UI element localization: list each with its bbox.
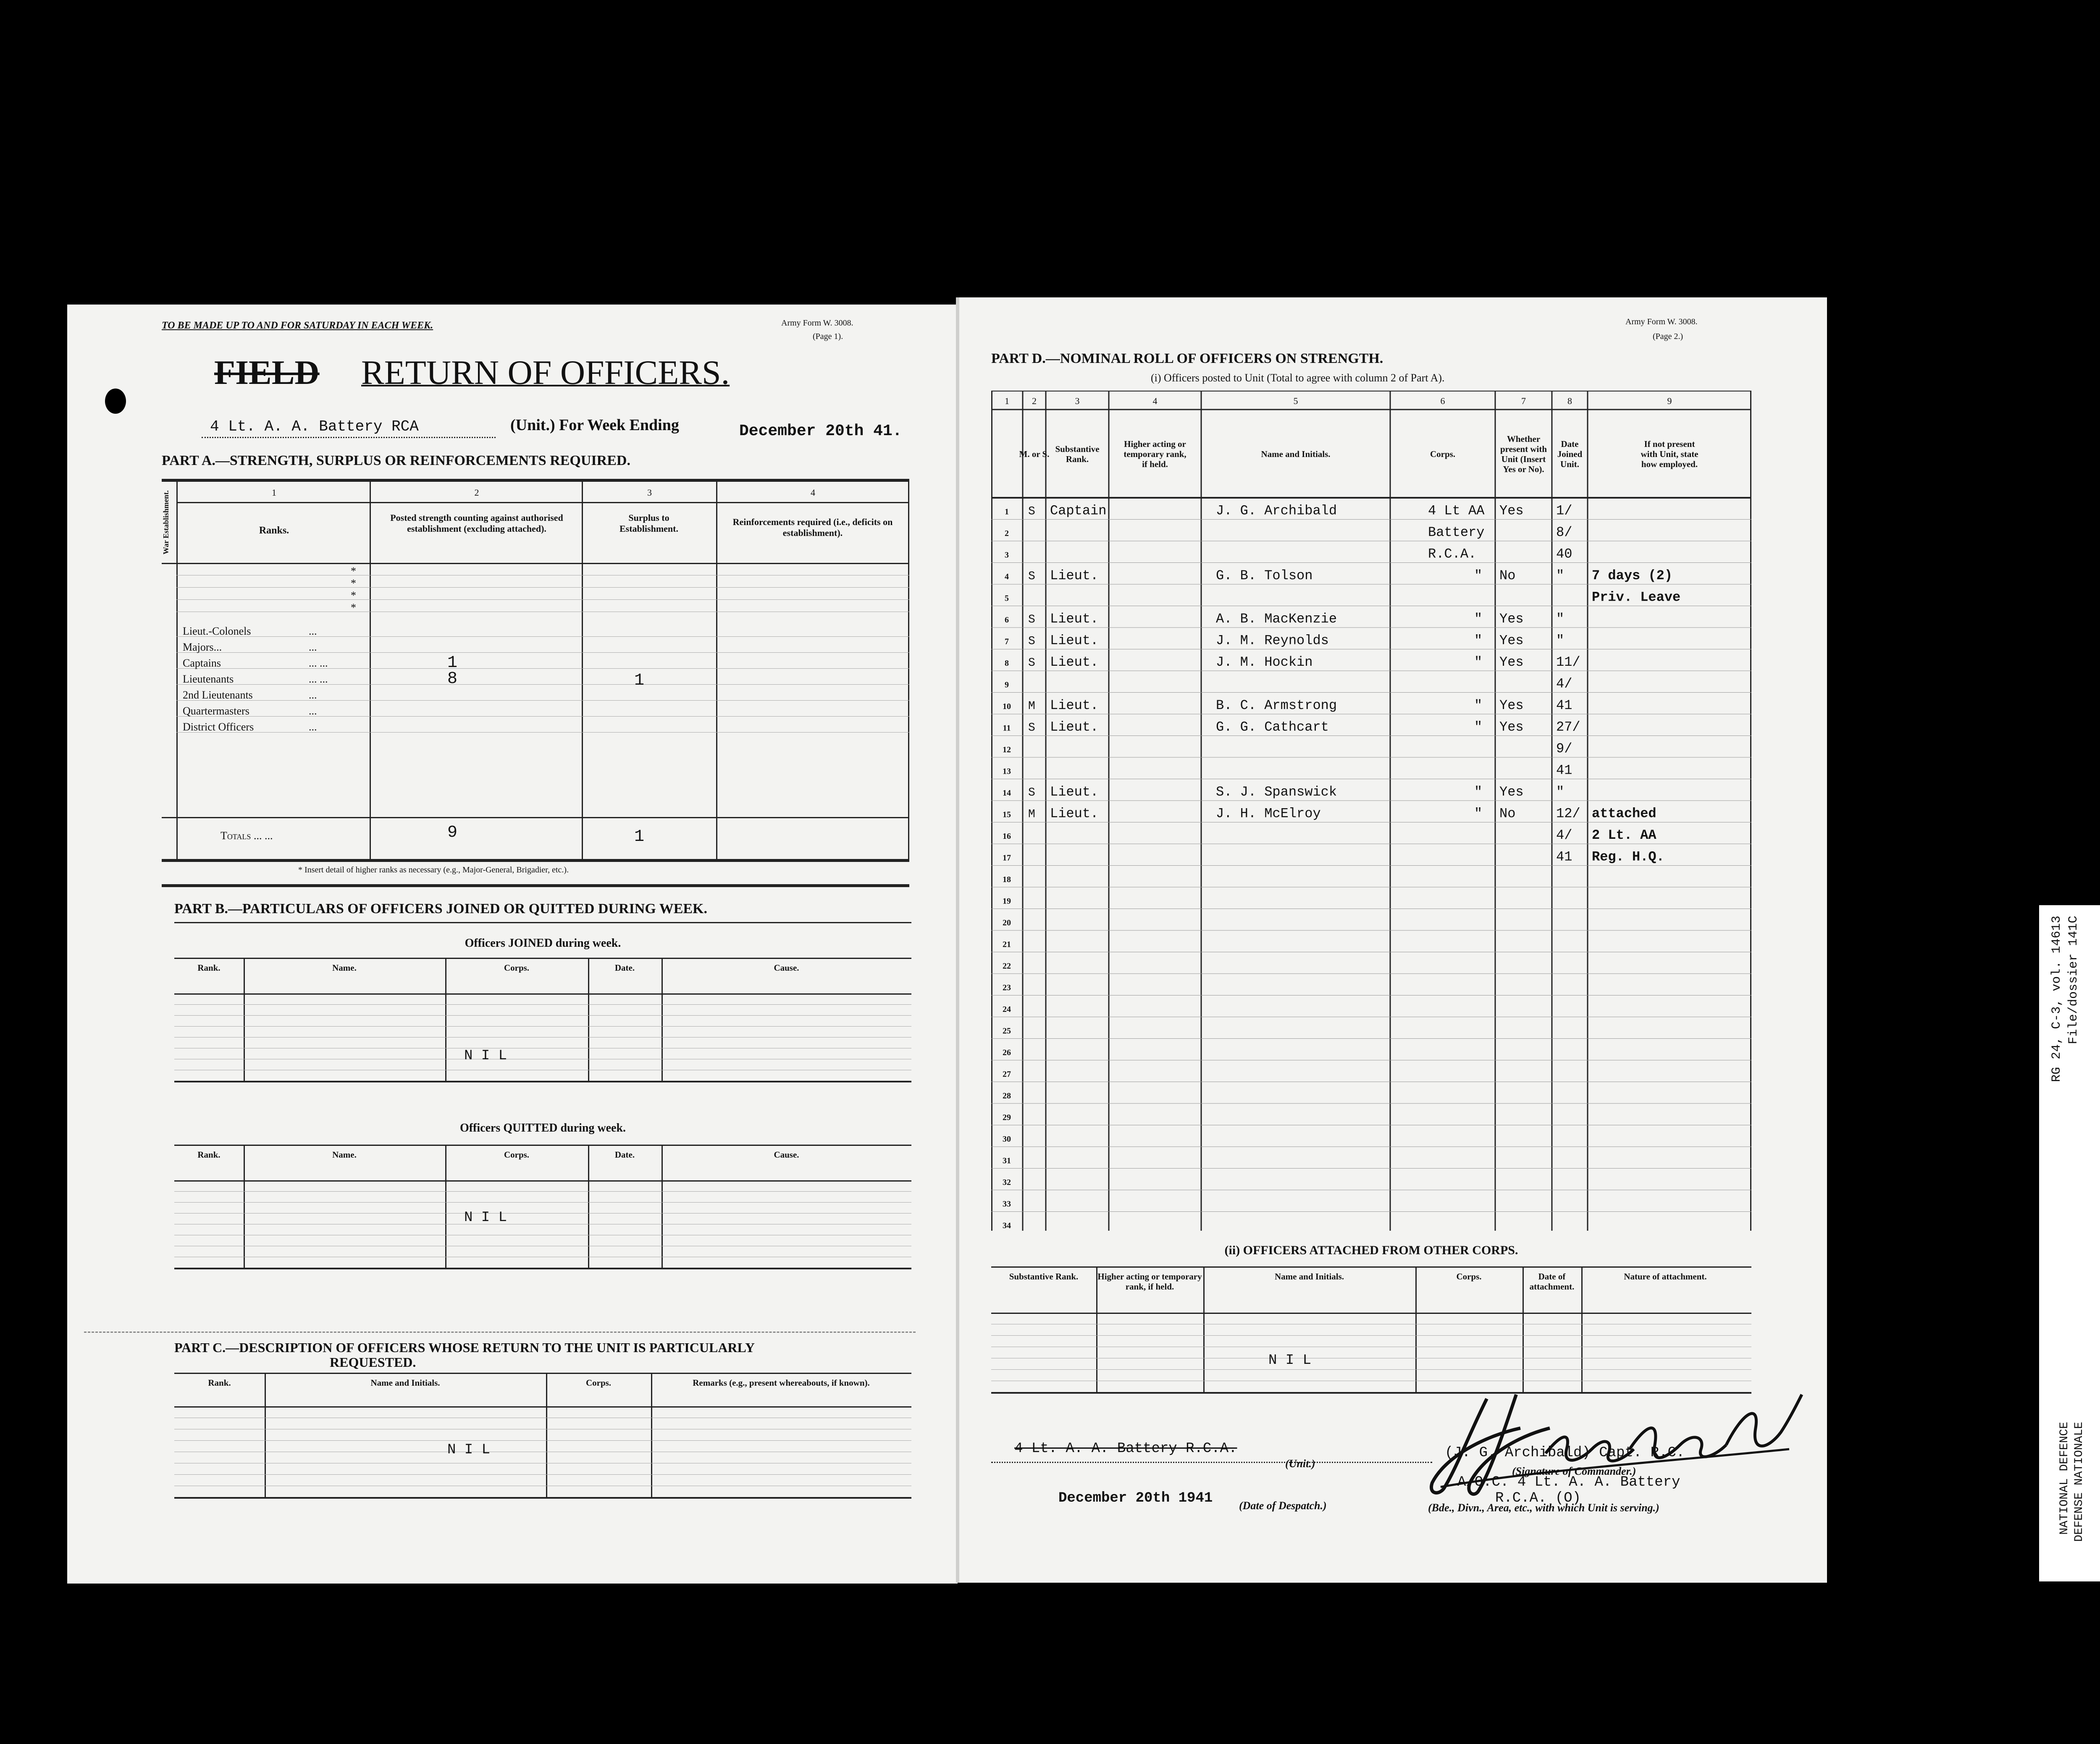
footer-unit-label: (Unit.) (1285, 1458, 1315, 1470)
rank-value: Lieut. (1050, 806, 1099, 822)
column-header: Corps. (504, 963, 530, 973)
col-num: 2 (474, 487, 479, 498)
row-number: 33 (1003, 1199, 1011, 1209)
column-header: Name and Initials. (1274, 1271, 1344, 1282)
column-header: Cause. (774, 1150, 799, 1160)
surplus-header: Surplus to Establishment. (620, 512, 678, 534)
ruled-line (174, 1440, 911, 1441)
quitted-table (174, 1145, 911, 1264)
part-b-heading: PART B.—PARTICULARS OF OFFICERS JOINED OR QUITTED DURING WEEK. (174, 901, 707, 917)
corps-value: Battery (1428, 525, 1485, 540)
name-value: G. G. Cathcart (1216, 719, 1329, 735)
rank-label: Lieut.-Colonels (183, 625, 251, 637)
ms-value: S (1028, 786, 1035, 799)
typed-signature: (J. G. Archibald) Capt. R.C. (1445, 1445, 1685, 1461)
absent-value: attached (1592, 806, 1656, 822)
row-number: 23 (1003, 983, 1011, 993)
row-number: 19 (1003, 896, 1011, 906)
star-marker: * (351, 601, 356, 614)
rank-label: Lieutenants (183, 673, 234, 685)
handwritten-signature (1411, 1386, 1810, 1504)
column-header: if held. (1142, 459, 1168, 469)
row-number: 6 (1005, 615, 1009, 625)
rank-dots: ... (309, 689, 317, 701)
column-divider (662, 1145, 663, 1268)
attached-table (991, 1266, 1751, 1392)
column-header: Rank. (1066, 454, 1089, 464)
rank-label: Majors... (183, 641, 222, 653)
column-divider (265, 1373, 266, 1497)
star-marker: * (351, 577, 356, 589)
present-value: No (1499, 568, 1516, 583)
corps-value: " (1474, 784, 1483, 800)
present-value: Yes (1499, 654, 1524, 670)
column-header: Corps. (504, 1150, 530, 1160)
rank-value: Lieut. (1050, 784, 1099, 800)
bde-label: (Bde., Divn., Area, etc., with which Unit is serving.) (1428, 1502, 1659, 1514)
ruled-line (176, 636, 909, 637)
ranks-header: Ranks. (259, 525, 289, 536)
ruled-line (991, 1369, 1751, 1370)
unit-label: (Unit.) For Week Ending (510, 416, 679, 434)
ruled-line (991, 1335, 1751, 1336)
row-number: 25 (1003, 1026, 1011, 1036)
despatch-date: December 20th 1941 (1058, 1490, 1213, 1506)
column-divider (1581, 1266, 1583, 1392)
column-header: Corps. (1456, 1271, 1482, 1282)
table-top-rule (174, 958, 911, 959)
column-header: Substantive (1055, 444, 1100, 454)
joined-value: 27/ (1556, 719, 1580, 735)
column-divider (244, 958, 245, 1081)
column-header: Name and Initials. (1261, 449, 1331, 459)
column-header: Date (1561, 439, 1579, 449)
present-value: Yes (1499, 719, 1524, 735)
table-bottom-rule (174, 1497, 911, 1499)
ruled-line (174, 1202, 911, 1203)
row-number: 29 (1003, 1113, 1011, 1122)
present-value: No (1499, 806, 1516, 822)
nil-entry: N I L (447, 1442, 491, 1458)
column-divider (588, 958, 589, 1081)
header-rule (174, 1406, 911, 1408)
row-number: 3 (1005, 550, 1009, 560)
star-marker: * (351, 565, 356, 577)
column-header: Higher acting or (1124, 439, 1186, 449)
rank-value: Lieut. (1050, 568, 1099, 583)
header-rule (174, 993, 911, 995)
row-number: 20 (1003, 918, 1011, 927)
column-number: 6 (1440, 396, 1445, 406)
rank-label: Quartermasters (183, 705, 249, 717)
ruled-line (174, 1015, 911, 1016)
row-number: 31 (1003, 1156, 1011, 1166)
nil-entry: N I L (1268, 1353, 1312, 1368)
joined-value: 11/ (1556, 654, 1580, 670)
column-number: 1 (1005, 396, 1009, 406)
totals-surplus: 1 (634, 827, 645, 846)
column-header: If not present (1644, 439, 1695, 449)
totals-label: Totals ... ... (220, 830, 273, 842)
ruled-line (176, 732, 909, 733)
column-header: Date of attachment. (1529, 1271, 1575, 1292)
row-number: 24 (1003, 1005, 1011, 1014)
ms-value: M (1028, 700, 1035, 713)
joined-value: 9/ (1556, 741, 1572, 756)
row-number: 30 (1003, 1135, 1011, 1144)
corps-value: " (1474, 611, 1483, 627)
nominal-roll-table (991, 391, 1751, 1231)
col-num: 1 (272, 487, 276, 498)
ruled-line (176, 716, 909, 717)
signature-label: (Signature of Commander.) (1512, 1465, 1636, 1477)
form-title: RETURN OF OFFICERS. (361, 353, 730, 391)
column-number: 3 (1075, 396, 1080, 406)
name-value: A. B. MacKenzie (1216, 611, 1337, 627)
table-bottom-rule (174, 1268, 911, 1269)
row-number: 22 (1003, 961, 1011, 971)
column-header: Whether (1507, 434, 1541, 444)
column-header: Joined (1557, 449, 1583, 459)
posted-value: 8 (447, 670, 458, 688)
row-number: 27 (1003, 1069, 1011, 1079)
rank-value: Lieut. (1050, 698, 1099, 713)
column-header: Substantive Rank. (1009, 1271, 1079, 1282)
column-number: 2 (1032, 396, 1037, 406)
column-header: how employed. (1641, 459, 1698, 469)
joined-title: Officers JOINED during week. (465, 937, 621, 950)
ruled-line (174, 1191, 911, 1192)
row-number: 18 (1003, 875, 1011, 884)
column-header: present with (1500, 444, 1547, 454)
joined-value: " (1556, 633, 1564, 649)
row-number: 10 (1003, 702, 1011, 711)
column-header: Corps. (1430, 449, 1456, 459)
war-establishment-header: War Establishment. (162, 490, 170, 554)
joined-value: 4/ (1556, 676, 1572, 692)
corps-value: " (1474, 806, 1483, 822)
part-c-heading-2: REQUESTED. (330, 1355, 416, 1370)
part-d-subheading: (i) Officers posted to Unit (Total to agree with column 2 of Part A). (1151, 372, 1445, 384)
column-divider (445, 1145, 446, 1268)
archive-ref-2: File/dossier 141C (2066, 916, 2081, 1045)
column-header: M. or S. (1019, 449, 1050, 459)
absent-value: Priv. Leave (1592, 589, 1681, 605)
name-value: J. M. Reynolds (1216, 633, 1329, 649)
row-number: 5 (1005, 594, 1009, 603)
ruled-line (176, 700, 909, 701)
column-header: Rank. (197, 1150, 220, 1160)
totals-posted: 9 (447, 823, 458, 842)
table-top-rule (991, 1266, 1751, 1268)
column-header: Yes or No). (1503, 464, 1544, 474)
column-header: Unit (Insert (1501, 454, 1546, 464)
row-number: 26 (1003, 1048, 1011, 1057)
instruction-line: TO BE MADE UP TO AND FOR SATURDAY IN EACH WEEK. (162, 320, 433, 331)
rank-dots: ... ... (309, 657, 328, 669)
present-value: Yes (1499, 784, 1524, 800)
absent-value: 2 Lt. AA (1592, 827, 1656, 843)
joined-value: 41 (1556, 849, 1572, 865)
quitted-title: Officers QUITTED during week. (459, 1122, 626, 1135)
column-divider (445, 958, 446, 1081)
column-number: 9 (1667, 396, 1672, 406)
footer-unit: 4 Lt. A. A. Battery R.C.A. (1014, 1441, 1237, 1457)
ruled-line (176, 599, 909, 600)
col-num: 3 (647, 487, 652, 498)
column-header: Corps. (585, 1378, 612, 1388)
row-number: 1 (1005, 507, 1009, 517)
row-number: 34 (1003, 1221, 1011, 1230)
corps-value: " (1474, 719, 1483, 735)
col-num: 4 (811, 487, 815, 498)
column-header: Cause. (774, 963, 799, 973)
column-divider (588, 1145, 589, 1268)
ms-value: S (1028, 657, 1035, 670)
part-c-table (174, 1373, 911, 1499)
name-value: J. H. McElroy (1216, 806, 1321, 822)
header-rule (991, 1313, 1751, 1314)
surplus-value: 1 (634, 671, 645, 690)
column-header: Rank. (197, 963, 220, 973)
row-number: 17 (1003, 853, 1011, 863)
rank-value: Lieut. (1050, 719, 1099, 735)
row-number: 16 (1003, 832, 1011, 841)
ms-value: S (1028, 570, 1035, 583)
row-number: 4 (1005, 572, 1009, 581)
name-value: S. J. Spanswick (1216, 784, 1337, 800)
name-value: B. C. Armstrong (1216, 698, 1337, 713)
ms-value: S (1028, 613, 1035, 626)
row-number: 14 (1003, 788, 1011, 798)
column-header: Date. (614, 1150, 635, 1160)
column-header: Nature of attachment. (1624, 1271, 1707, 1282)
present-value: Yes (1499, 503, 1524, 519)
column-divider (1415, 1266, 1417, 1392)
row-number: 2 (1005, 529, 1009, 538)
despatch-label: (Date of Despatch.) (1239, 1500, 1327, 1512)
column-divider (546, 1373, 547, 1497)
ruled-line (174, 1474, 911, 1475)
ruled-line (176, 652, 909, 653)
page-number: (Page 1). (813, 332, 843, 341)
row-number: 15 (1003, 810, 1011, 819)
row-number: 7 (1005, 637, 1009, 646)
column-header: Unit. (1560, 459, 1579, 469)
unit-underline (202, 437, 496, 438)
column-number: 8 (1567, 396, 1572, 406)
rank-dots: ... (309, 625, 317, 637)
column-divider (662, 958, 663, 1081)
nil-entry: N I L (464, 1210, 507, 1226)
rank-label: 2nd Lieutenants (183, 689, 253, 701)
column-header: Date. (614, 963, 635, 973)
reinforcements-header: Reinforcements required (i.e., deficits on establishment). (732, 517, 893, 538)
rank-value: Lieut. (1050, 633, 1099, 649)
corps-value: R.C.A. (1428, 546, 1477, 562)
page-fold (956, 297, 959, 1583)
row-number: 12 (1003, 745, 1011, 754)
name-value: J. G. Archibald (1216, 503, 1337, 519)
rank-dots: ... ... (309, 673, 328, 685)
column-header: Name. (332, 1150, 357, 1160)
column-header: with Unit, state (1641, 449, 1698, 459)
star-marker: * (351, 589, 356, 601)
part-d-heading: PART D.—NOMINAL ROLL OF OFFICERS ON STRENGTH. (991, 351, 1383, 366)
part-b-rule (174, 922, 911, 923)
corps-value: " (1474, 633, 1483, 649)
row-number: 11 (1003, 723, 1011, 733)
part-a-footnote: * Insert detail of higher ranks as necessary (e.g., Major-General, Brigadier, etc.). (298, 865, 569, 875)
table-bottom-rule (174, 1081, 911, 1082)
ruled-line (176, 587, 909, 588)
column-number: 7 (1521, 396, 1526, 406)
defence-line-2: DEFENSE NATIONALE (2073, 1422, 2086, 1542)
rank-value: Lieut. (1050, 654, 1099, 670)
posted-value: 1 (447, 654, 458, 672)
posted-header: Posted strength counting against authorised establishment (excluding attached). (390, 512, 563, 534)
absent-value: 7 days (2) (1592, 568, 1673, 583)
column-header: Remarks (e.g., present whereabouts, if known). (693, 1378, 870, 1388)
column-divider (651, 1373, 652, 1497)
joined-value: 41 (1556, 762, 1572, 778)
joined-value: 4/ (1556, 827, 1572, 843)
table-top-rule (174, 1373, 911, 1374)
corps-value: 4 Lt AA (1428, 503, 1485, 519)
row-number: 13 (1003, 767, 1011, 776)
table-top-rule (174, 1145, 911, 1146)
column-divider (1203, 1266, 1205, 1392)
joined-table (174, 958, 911, 1077)
row-number: 21 (1003, 940, 1011, 949)
commander-line-2: R.C.A. (O) (1495, 1490, 1581, 1506)
army-form-label: Army Form W. 3008. (781, 318, 853, 328)
corps-value: " (1474, 568, 1483, 583)
corps-value: " (1474, 698, 1483, 713)
row-number: 9 (1005, 680, 1009, 690)
week-ending-value: December 20th 41. (739, 422, 902, 440)
absent-value: Reg. H.Q. (1592, 849, 1664, 865)
section-rule (162, 884, 909, 887)
rank-dots: ... (309, 641, 317, 653)
joined-value: 1/ (1556, 503, 1572, 519)
part-c-heading: PART C.—DESCRIPTION OF OFFICERS WHOSE RETURN TO THE UNIT IS PARTICULARLY (174, 1340, 755, 1355)
rank-label: District Officers (183, 721, 254, 733)
rank-dots: ... (309, 721, 317, 733)
joined-value: 40 (1556, 546, 1572, 562)
column-divider (244, 1145, 245, 1268)
defence-line-1: NATIONAL DEFENCE (2058, 1422, 2071, 1535)
column-header: Name. (332, 963, 357, 973)
column-header: Rank. (208, 1378, 231, 1388)
header-rule (174, 1180, 911, 1182)
commander-line-1: A/O.C. 4 Lt. A. A. Battery (1457, 1474, 1680, 1490)
attached-heading: (ii) OFFICERS ATTACHED FROM OTHER CORPS. (1224, 1243, 1518, 1257)
joined-value: " (1556, 568, 1564, 583)
joined-value: 12/ (1556, 806, 1580, 822)
column-number: 5 (1293, 396, 1298, 406)
part-a-heading: PART A.—STRENGTH, SURPLUS OR REINFORCEMENTS REQUIRED. (162, 453, 630, 468)
joined-value: " (1556, 611, 1564, 627)
ms-value: S (1028, 505, 1035, 518)
rank-dots: ... (309, 705, 317, 717)
name-value: J. M. Hockin (1216, 654, 1313, 670)
rank-value: Captain (1050, 503, 1107, 519)
rank-value: Lieut. (1050, 611, 1099, 627)
present-value: Yes (1499, 611, 1524, 627)
column-header: temporary rank, (1124, 449, 1186, 459)
row-number: 8 (1005, 659, 1009, 668)
name-value: G. B. Tolson (1216, 568, 1313, 583)
ruled-line (174, 1026, 911, 1027)
present-value: Yes (1499, 698, 1524, 713)
page-number-2: (Page 2.) (1653, 332, 1683, 341)
punch-hole (105, 389, 126, 414)
unit-value: 4 Lt. A. A. Battery RCA (210, 418, 419, 435)
column-number: 4 (1152, 396, 1158, 406)
form-title-struck: FIELD (214, 353, 320, 391)
row-number: 32 (1003, 1178, 1011, 1187)
ruled-line (176, 684, 909, 685)
army-form-label-2: Army Form W. 3008. (1625, 317, 1698, 326)
rank-label: Captains (183, 657, 221, 669)
ruled-line (176, 668, 909, 669)
joined-value: 41 (1556, 698, 1572, 713)
present-value: Yes (1499, 633, 1524, 649)
row-number: 28 (1003, 1091, 1011, 1101)
part-a-table (162, 479, 909, 867)
archive-ref-1: RG 24, C-3, vol. 14613 (2050, 916, 2064, 1082)
column-header: Higher acting or temporary rank, if held. (1097, 1271, 1202, 1292)
tear-line (84, 1332, 916, 1333)
ms-value: S (1028, 635, 1035, 648)
ms-value: S (1028, 721, 1035, 735)
joined-value: 8/ (1556, 525, 1572, 540)
ms-value: M (1028, 808, 1035, 821)
joined-value: " (1556, 784, 1564, 800)
ruled-line (174, 1004, 911, 1005)
nil-entry: N I L (464, 1048, 507, 1064)
column-header: Name and Initials. (370, 1378, 440, 1388)
corps-value: " (1474, 654, 1483, 670)
